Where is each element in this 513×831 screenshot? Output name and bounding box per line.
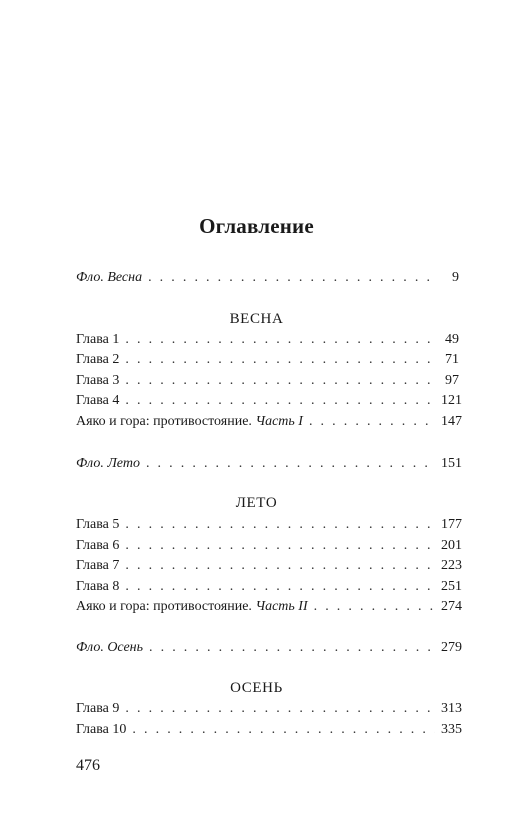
- toc-entry-page: 151: [441, 456, 462, 471]
- toc-entry[interactable]: [76, 268, 459, 288]
- leader-dots: [125, 330, 435, 350]
- toc-entry-label: Глава 8: [76, 579, 120, 594]
- toc-entry-label: Аяко и гора: противостояние. Часть II: [76, 599, 308, 614]
- toc-entry[interactable]: [76, 371, 459, 391]
- toc-entry-page: 274: [441, 599, 462, 614]
- toc-entry-label: Глава 1: [76, 332, 120, 347]
- leader-dots: [125, 515, 435, 535]
- leader-dots: [146, 454, 435, 474]
- leader-dots: [148, 268, 435, 288]
- section-heading-summer: ЛЕТО: [235, 495, 278, 511]
- leader-dots: [314, 597, 435, 617]
- toc-entry-page: 223: [441, 558, 462, 573]
- toc-entry-page: 49: [445, 332, 459, 347]
- toc-entry[interactable]: [76, 350, 459, 370]
- toc-entry-label: Глава 2: [76, 352, 120, 367]
- toc-entry-page: 201: [441, 538, 462, 553]
- toc-entry[interactable]: [76, 330, 459, 350]
- toc-entry[interactable]: [76, 638, 462, 658]
- toc-entry-label: Глава 5: [76, 517, 120, 532]
- toc-entry-label: Глава 6: [76, 538, 120, 553]
- toc-entry[interactable]: [76, 720, 462, 740]
- toc-entry[interactable]: [76, 699, 462, 719]
- toc-entry-label: Глава 3: [76, 373, 120, 388]
- section-heading-spring: ВЕСНА: [229, 311, 284, 327]
- toc-entry-page: 313: [441, 701, 462, 716]
- toc-entry-label: Фло. Осень: [76, 640, 143, 655]
- toc-entry[interactable]: [76, 515, 462, 535]
- toc-entry-label: Глава 7: [76, 558, 120, 573]
- toc-entry[interactable]: [76, 597, 462, 617]
- toc-entry-label: Глава 4: [76, 393, 120, 408]
- toc-entry-page: 97: [445, 373, 459, 388]
- toc-entry[interactable]: [76, 412, 462, 432]
- leader-dots: [125, 536, 435, 556]
- toc-entry-page: 9: [452, 270, 459, 285]
- toc-entry-page: 335: [441, 722, 462, 737]
- leader-dots: [125, 577, 435, 597]
- leader-dots: [125, 391, 435, 411]
- toc-entry-page: 71: [445, 352, 459, 367]
- toc-entry-label: Глава 9: [76, 701, 120, 716]
- toc-entry-page: 147: [441, 414, 462, 429]
- toc-entry[interactable]: [76, 577, 462, 597]
- page-title: Оглавление: [199, 214, 314, 238]
- toc-entry[interactable]: [76, 454, 462, 474]
- leader-dots: [309, 412, 435, 432]
- page-number: 476: [76, 757, 100, 774]
- section-heading-autumn: ОСЕНЬ: [230, 680, 283, 696]
- toc-entry-label: Глава 10: [76, 722, 127, 737]
- toc-entry-page: 251: [441, 579, 462, 594]
- leader-dots: [125, 371, 435, 391]
- toc-entry[interactable]: [76, 536, 462, 556]
- leader-dots: [149, 638, 435, 658]
- toc-entry-page: 279: [441, 640, 462, 655]
- toc-entry[interactable]: [76, 556, 462, 576]
- leader-dots: [125, 699, 435, 719]
- toc-entry-page: 121: [441, 393, 462, 408]
- leader-dots: [125, 350, 435, 370]
- leader-dots: [125, 556, 435, 576]
- toc-entry-label: Фло. Весна: [76, 270, 143, 285]
- toc-entry-label: Фло. Лето: [76, 456, 140, 471]
- toc-entry-page: 177: [441, 517, 462, 532]
- leader-dots: [132, 720, 435, 740]
- toc-entry-label: Аяко и гора: противостояние. Часть I: [76, 414, 303, 429]
- toc-entry[interactable]: [76, 391, 462, 411]
